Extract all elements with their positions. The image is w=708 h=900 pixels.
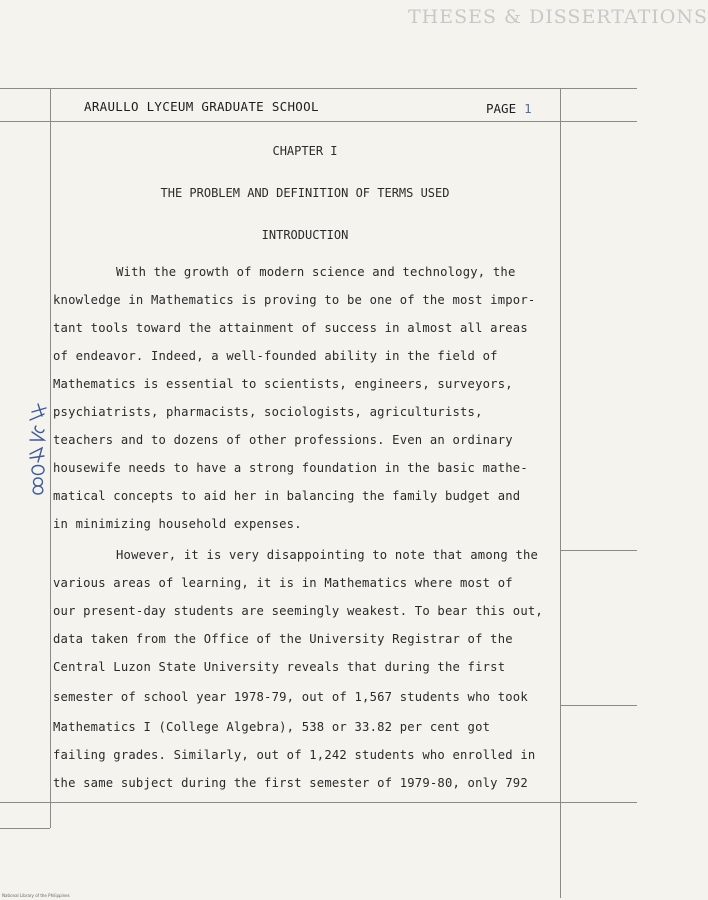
footer-credit: National Library of the Philippines bbox=[2, 893, 70, 898]
body-line: data taken from the Office of the University Registrar of the bbox=[53, 632, 513, 646]
library-stamp: THESES & DISSERTATIONS bbox=[408, 6, 708, 28]
right-tick-1 bbox=[560, 550, 637, 551]
chapter-title: THE PROBLEM AND DEFINITION OF TERMS USED bbox=[160, 186, 450, 200]
body-line: knowledge in Mathematics is proving to be one of the most impor- bbox=[53, 293, 536, 307]
page-label: PAGE bbox=[486, 101, 517, 116]
body-line: tant tools toward the attainment of success in almost all areas bbox=[53, 321, 528, 335]
body-line: semester of school year 1978-79, out of 1,567 students who took bbox=[53, 690, 528, 704]
body-line: various areas of learning, it is in Mathematics where most of bbox=[53, 576, 513, 590]
bottom-rule bbox=[0, 802, 637, 803]
body-line: of endeavor. Indeed, a well-founded ability in the field of bbox=[53, 349, 498, 363]
top-rule bbox=[0, 88, 637, 89]
header-rule bbox=[0, 121, 637, 122]
body-line: Mathematics I (College Algebra), 538 or 33.82 per cent got bbox=[53, 720, 491, 734]
right-margin-rule bbox=[560, 88, 561, 898]
body-line: housewife needs to have a strong foundation in the basic mathe- bbox=[53, 461, 528, 475]
left-tick bbox=[0, 828, 50, 829]
body-line: our present-day students are seemingly weakest. To bear this out, bbox=[53, 604, 543, 618]
body-line: With the growth of modern science and technology, the bbox=[116, 265, 516, 279]
body-line: However, it is very disappointing to note that among the bbox=[116, 548, 539, 562]
body-line: Mathematics is essential to scientists, engineers, surveyors, bbox=[53, 377, 513, 391]
body-line: Central Luzon State University reveals that during the first bbox=[53, 660, 506, 674]
page-number: 1 bbox=[524, 101, 532, 116]
body-line: psychiatrists, pharmacists, sociologists, agriculturists, bbox=[53, 405, 483, 419]
chapter-heading: CHAPTER I bbox=[272, 144, 338, 158]
body-line: teachers and to dozens of other professions. Even an ordinary bbox=[53, 433, 513, 447]
right-tick-2 bbox=[560, 705, 637, 706]
body-line: in minimizing household expenses. bbox=[53, 517, 302, 531]
section-title: INTRODUCTION bbox=[261, 228, 349, 242]
body-line: failing grades. Similarly, out of 1,242 students who enrolled in bbox=[53, 748, 536, 762]
body-line: the same subject during the first semester of 1979-80, only 792 bbox=[53, 776, 528, 790]
school-name: ARAULLO LYCEUM GRADUATE SCHOOL bbox=[84, 99, 319, 114]
page-indicator bbox=[486, 101, 532, 116]
body-line: matical concepts to aid her in balancing the family budget and bbox=[53, 489, 521, 503]
